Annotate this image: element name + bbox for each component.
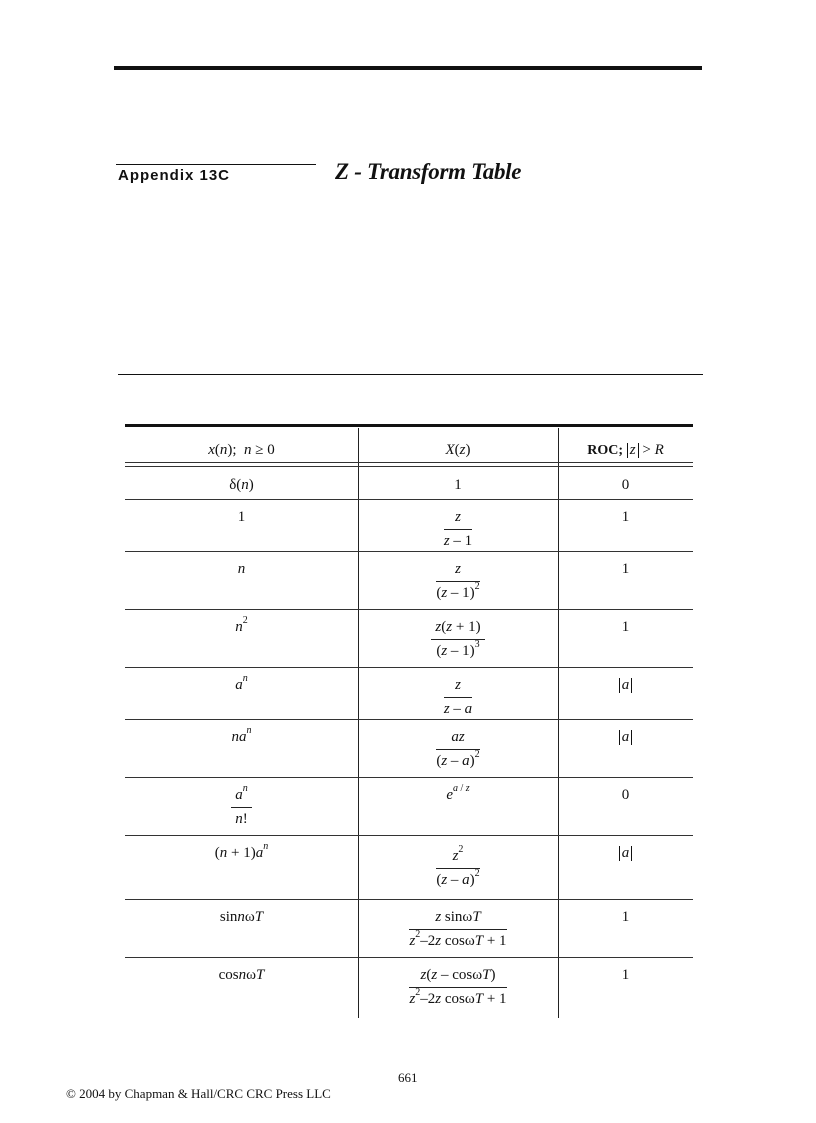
cell-Xz: $e^{a / z}$: [446, 783, 470, 803]
cell-x: $a^n$: [235, 673, 248, 693]
column-header-roc: ROC; z > R: [587, 442, 664, 458]
appendix-label: Appendix 13C: [118, 167, 231, 184]
cell-Xz: $\frac{az}{(z - a)^2}$: [436, 729, 480, 769]
table-header-row: [125, 428, 693, 466]
table-row: [125, 610, 693, 667]
cell-Xz: $\frac{z}{z - 1}$: [443, 509, 473, 549]
section-rule: [118, 374, 703, 375]
table-row: [125, 958, 693, 1015]
table-row: [125, 778, 693, 835]
column-header-Xz: X(z): [445, 442, 471, 458]
table-row: [125, 552, 693, 609]
header-separator-1: [125, 462, 693, 463]
cell-roc: 1: [621, 619, 630, 635]
cell-roc: 1: [621, 909, 630, 925]
cell-x: $(n + 1)a^n$: [214, 841, 269, 861]
cell-x: 1: [237, 509, 246, 525]
cell-Xz: $\frac{z(z + 1)}{(z - 1)^3}$: [358, 619, 558, 660]
table-row: [125, 720, 693, 777]
cell-Xz: $\frac{z^2}{(z - a)^2}$: [436, 844, 480, 888]
page-number: 661: [398, 1070, 418, 1085]
cell-roc: 1: [621, 561, 630, 577]
cell-roc: 1: [621, 509, 630, 525]
column-header-x: x(n); n ≥ 0: [208, 442, 275, 458]
table-row: [125, 500, 693, 551]
table-top-rule: [125, 424, 693, 427]
table-row: [125, 467, 693, 499]
cell-x: δ(n): [229, 477, 254, 493]
cell-roc: 0: [621, 477, 630, 493]
cell-x: cosnωT: [218, 967, 265, 983]
cell-roc: a: [558, 729, 693, 746]
cell-x: $n^2$: [235, 615, 248, 635]
cell-x: n: [237, 561, 246, 577]
cell-x: $na^n$: [231, 725, 252, 745]
cell-Xz: $\frac{z(z - \cos\omega T)}{z^2-2z \cos\omega T + 1}$: [409, 967, 507, 1007]
table-row: [125, 668, 693, 719]
cell-Xz: 1: [454, 477, 462, 493]
cell-roc: 1: [621, 967, 630, 983]
cell-roc: a: [558, 677, 693, 694]
table-row: [125, 836, 693, 899]
cell-Xz: $\frac{z}{(z - 1)^2}$: [436, 561, 480, 601]
cell-roc: a: [558, 845, 693, 862]
cell-Xz: $\frac{z}{z - a}$: [443, 677, 473, 717]
table-row: [125, 900, 693, 957]
cell-x: $\frac{a^n}{n!}$: [125, 787, 358, 828]
page-title: Z - Transform Table: [335, 159, 522, 184]
cell-roc: 0: [621, 787, 630, 803]
cell-Xz: $\frac{\text{z sinωT}}{z^2-2z \cos\omega T + 1}$: [409, 909, 507, 949]
top-rule: [114, 66, 702, 70]
copyright: © 2004 by Chapman & Hall/CRC CRC Press LLC: [66, 1086, 331, 1101]
cell-x: sinnωT: [219, 909, 264, 925]
appendix-label-rule: [116, 164, 316, 165]
